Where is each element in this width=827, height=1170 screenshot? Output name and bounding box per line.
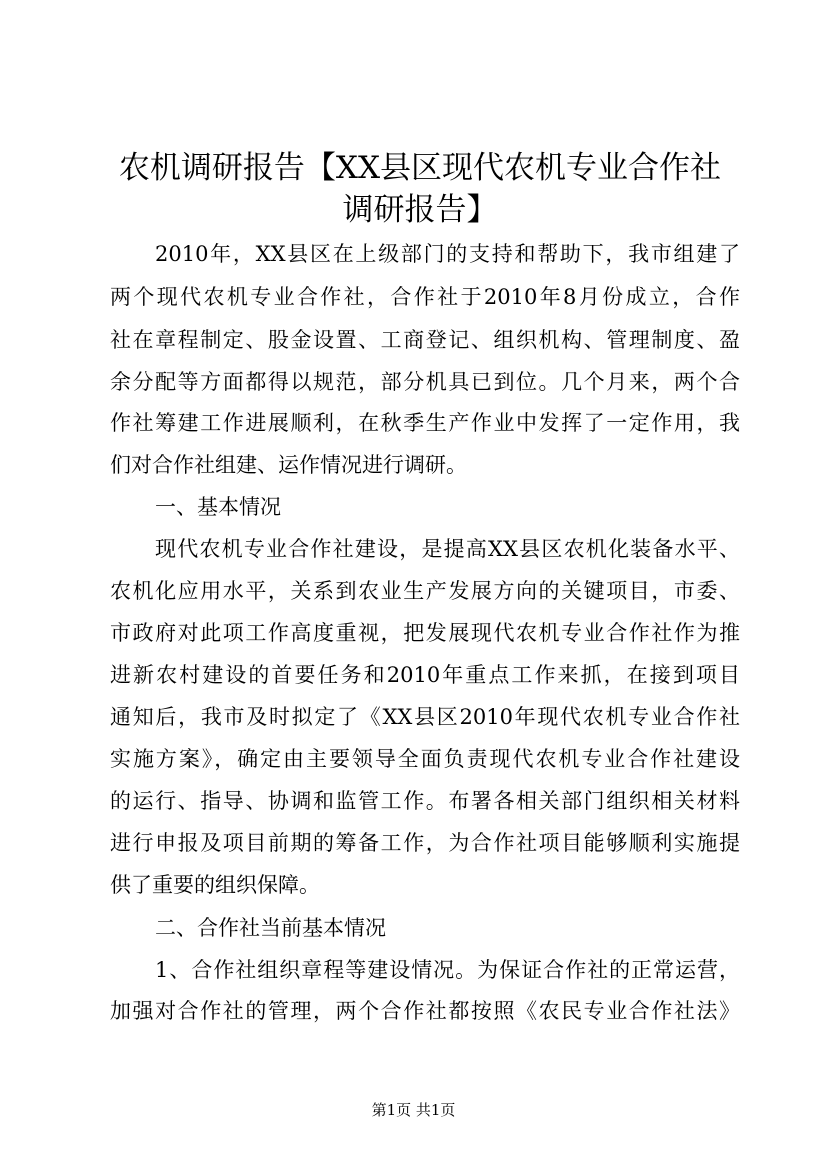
paragraph-line: 现代农机专业合作社建设，是提高XX县区农机化装备水平、 — [155, 537, 740, 561]
paragraph-line: 加强对合作社的管理，两个合作社都按照《农民专业合作社法》 — [110, 999, 740, 1023]
paragraph-line: 的运行、指导、协调和监管工作。布署各相关部门组织相关材料 — [110, 789, 740, 813]
page-number-footer: 第1页 共1页 — [371, 1101, 456, 1119]
paragraph-line: 余分配等方面都得以规范，部分机具已到位。几个月来，两个合 — [110, 370, 740, 394]
paragraph-line: 进新农村建设的首要任务和2010年重点工作来抓，在接到项目 — [110, 663, 740, 687]
section-heading: 一、基本情况 — [155, 495, 281, 519]
paragraph-line: 通知后，我市及时拟定了《XX县区2010年现代农机专业合作社 — [110, 705, 740, 729]
paragraph-line: 1、合作社组织章程等建设情况。为保证合作社的正常运营， — [155, 958, 740, 982]
document-title-line-1: 农机调研报告【XX县区现代农机专业合作社 — [118, 150, 722, 186]
paragraph-line: 进行申报及项目前期的筹备工作，为合作社项目能够顺利实施提 — [110, 831, 740, 855]
paragraph-line: 两个现代农机专业合作社，合作社于2010年8月份成立，合作 — [110, 285, 740, 309]
paragraph-line: 实施方案》，确定由主要领导全面负责现代农机专业合作社建设 — [110, 747, 740, 771]
document-title-line-2: 调研报告】 — [342, 192, 498, 228]
paragraph-line: 社在章程制定、股金设置、工商登记、组织机构、管理制度、盈 — [110, 328, 740, 352]
paragraph-line: 们对合作社组建、运作情况进行调研。 — [110, 453, 467, 477]
paragraph-line: 农机化应用水平，关系到农业生产发展方向的关键项目，市委、 — [110, 579, 740, 603]
paragraph-line: 供了重要的组织保障。 — [110, 873, 320, 897]
paragraph-line: 作社筹建工作进展顺利，在秋季生产作业中发挥了一定作用，我 — [110, 411, 740, 435]
paragraph-line: 2010年，XX县区在上级部门的支持和帮助下，我市组建了 — [155, 242, 740, 266]
paragraph-line: 市政府对此项工作高度重视，把发展现代农机专业合作社作为推 — [110, 621, 740, 645]
section-heading: 二、合作社当前基本情况 — [155, 916, 386, 940]
